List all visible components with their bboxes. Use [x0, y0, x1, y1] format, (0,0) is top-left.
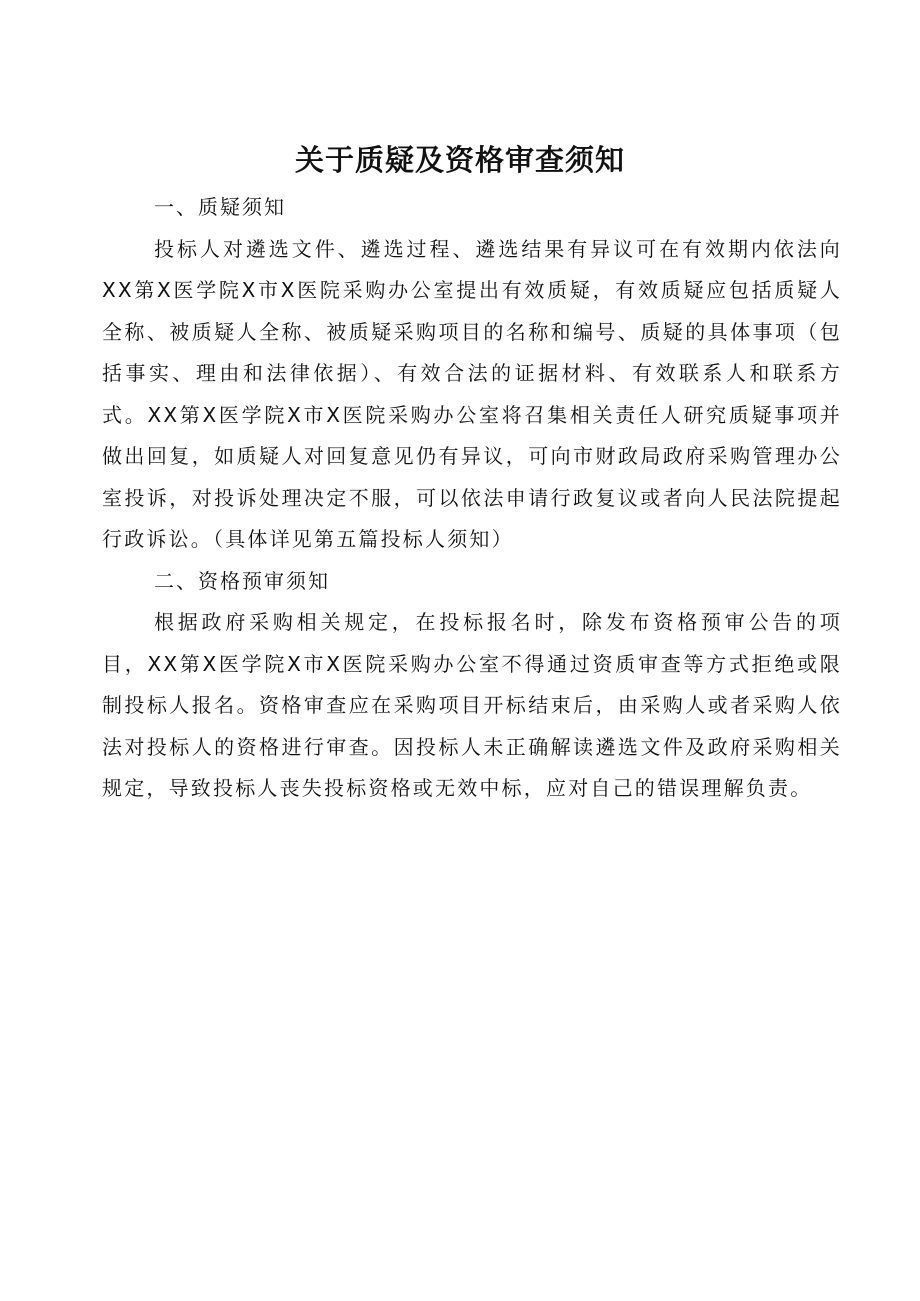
document-body — [102, 187, 842, 810]
section-paragraph-prequalification: 根据政府采购相关规定，在投标报名时，除发布资格预审公告的项目，XX第X医学院X市X医院采购办公室不得通过资质审查等方式拒绝或限制投标人报名。资格审查应在采购项目开标结束后，由采购人或者采购人依法对投标人的资格进行审查。因投标人未正确解读遴选文件及政府采购相关规定，导致投标人丧失投标资格或无效中标，应对自己的错误理解负责。 — [102, 610, 842, 800]
document-title: 关于质疑及资格审查须知 — [294, 143, 625, 177]
section-heading-objection: 一、质疑须知 — [154, 195, 286, 219]
section-heading-prequalification: 二、资格预审须知 — [154, 568, 330, 593]
section-paragraph-objection: 投标人对遴选文件、遴选过程、遴选结果有异议可在有效期内依法向XX第X医学院X市X医院采购办公室提出有效质疑，有效质疑应包括质疑人全称、被质疑人全称、被质疑采购项目的名称和编号、质疑的具体事项（包括事实、理由和法律依据）、有效合法的证据材料、有效联系人和联系方式。XX第X医学院X市X医院采购办公室将召集相关责任人研究质疑事项并做出回复，如质疑人对回复意见仍有异议，可向市财政局政府采购管理办公室投诉，对投诉处理决定不服，可以依法申请行政复议或者向人民法院提起行政诉讼。（具体详见第五篇投标人须知） — [102, 236, 842, 551]
